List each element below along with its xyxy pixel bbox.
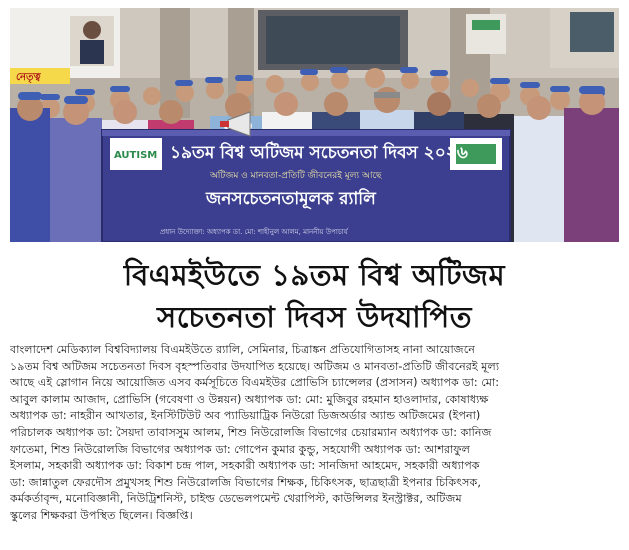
body-line: স্কুলের শিক্ষকরা উপস্থিত ছিলেন। বিজ্ঞপ্তি।: [10, 508, 193, 522]
body-line: ফাতেমা, শিশু নিউরোলজি বিভাগের অধ্যাপক ডা: গোপেন কুমার কুন্ডু, সহযোগী অধ্যাপক ডা: আশরাফুল: [10, 442, 470, 456]
corner-sign-text: নেতৃত্ব: [16, 72, 41, 83]
rally-banner: [102, 130, 510, 242]
banner-footer-text: প্রধান উদ্যোক্তা: অধ্যাপক ডা. মো: শাহীনুল আলম, মাননীয় উপাচার্য: [160, 228, 348, 236]
article-body: [10, 342, 619, 525]
banner-subtitle: অটিজম ও মানবতা-প্রতিটি জীবনেরই মূল্য আছে: [210, 171, 382, 181]
body-line: পরিচালক অধ্যাপক ডা: সৈয়দা তাবাসসুম আলম, শিশু নিউরোলজি বিভাগের চেয়ারম্যান অধ্যাপক ডা: কানিজ: [10, 425, 492, 439]
body-line: আবুল কালাম আজাদ, প্রোভিসি (গবেষণা ও উন্নয়ন) অধ্যাপক ডা: মো: মুজিবুর রহমান হাওলাদার, কোষাধ্যক্ষ: [10, 392, 489, 406]
rally-photo-illustration: [10, 8, 619, 242]
banner-title: ১৯তম বিশ্ব অটিজম সচেতনতা দিবস ২০২৬: [170, 143, 468, 163]
banner-rally-text: জনসচেতনতামূলক র‍্যালি: [206, 189, 376, 209]
news-photo: [10, 8, 619, 242]
body-line: ১৯তম বিশ্ব অটিজম সচেতনতা দিবস বৃহস্পতিবার উদযাপিত হয়েছে। অটিজম ও মানবতা-প্রতিটি জীবনেরই মূল্য: [10, 359, 500, 373]
body-line: বাংলাদেশ মেডিক্যাল বিশ্ববিদ্যালয় বিএমইউতে র‍্যালি, সেমিনার, চিত্রাঙ্কন প্রতিযোগিতাসহ নানা আয়োজনে: [10, 343, 475, 356]
headline-line-1: বিএমইউতে ১৯তম বিশ্ব অটিজম: [123, 258, 506, 292]
headline-line-2: সচেতনতা দিবস উদযাপিত: [157, 300, 472, 334]
headline: [0, 254, 629, 338]
banner-logo-text: AUTISM: [114, 150, 158, 161]
body-line: কর্মকর্তাবৃন্দ, মনোবিজ্ঞানী, নিউট্রিশনিস্ট, চাইল্ড ডেভেলপমেন্ট থেরাপিস্ট, কাউন্সিলর ইনস্ট্রাক্টর, অটিজম: [10, 492, 462, 506]
body-line: আছে এই স্লোগান নিয়ে আয়োজিত এসব কর্মসূচিতে বিএমইউর প্রোভিসি চ্যান্সেলর (প্রসাসন) অধ্যাপক ডা: মো:: [10, 376, 500, 390]
body-line: ডা: জান্নাতুল ফেরদৌস প্রমুখসহ শিশু নিউরোলজি বিভাগের শিক্ষক, চিকিৎসক, ছাত্রছাত্রী ইপনার চিকিৎসক,: [10, 475, 481, 489]
body-line: অধ্যাপক ডা: নাহরীন আখতার, ইনস্টিটিউট অব প্যাডিয়াট্রিক নিউরো ডিজঅর্ডার অ্যান্ড অটিজমের (ইপনা): [10, 409, 481, 423]
body-line: ইসলাম, সহকারী অধ্যাপক ডা: বিকাশ চন্দ্র পাল, সহকারী অধ্যাপক ডা: সানজিদা আহমেদ, সহকারী অধ্যাপক: [10, 459, 480, 473]
